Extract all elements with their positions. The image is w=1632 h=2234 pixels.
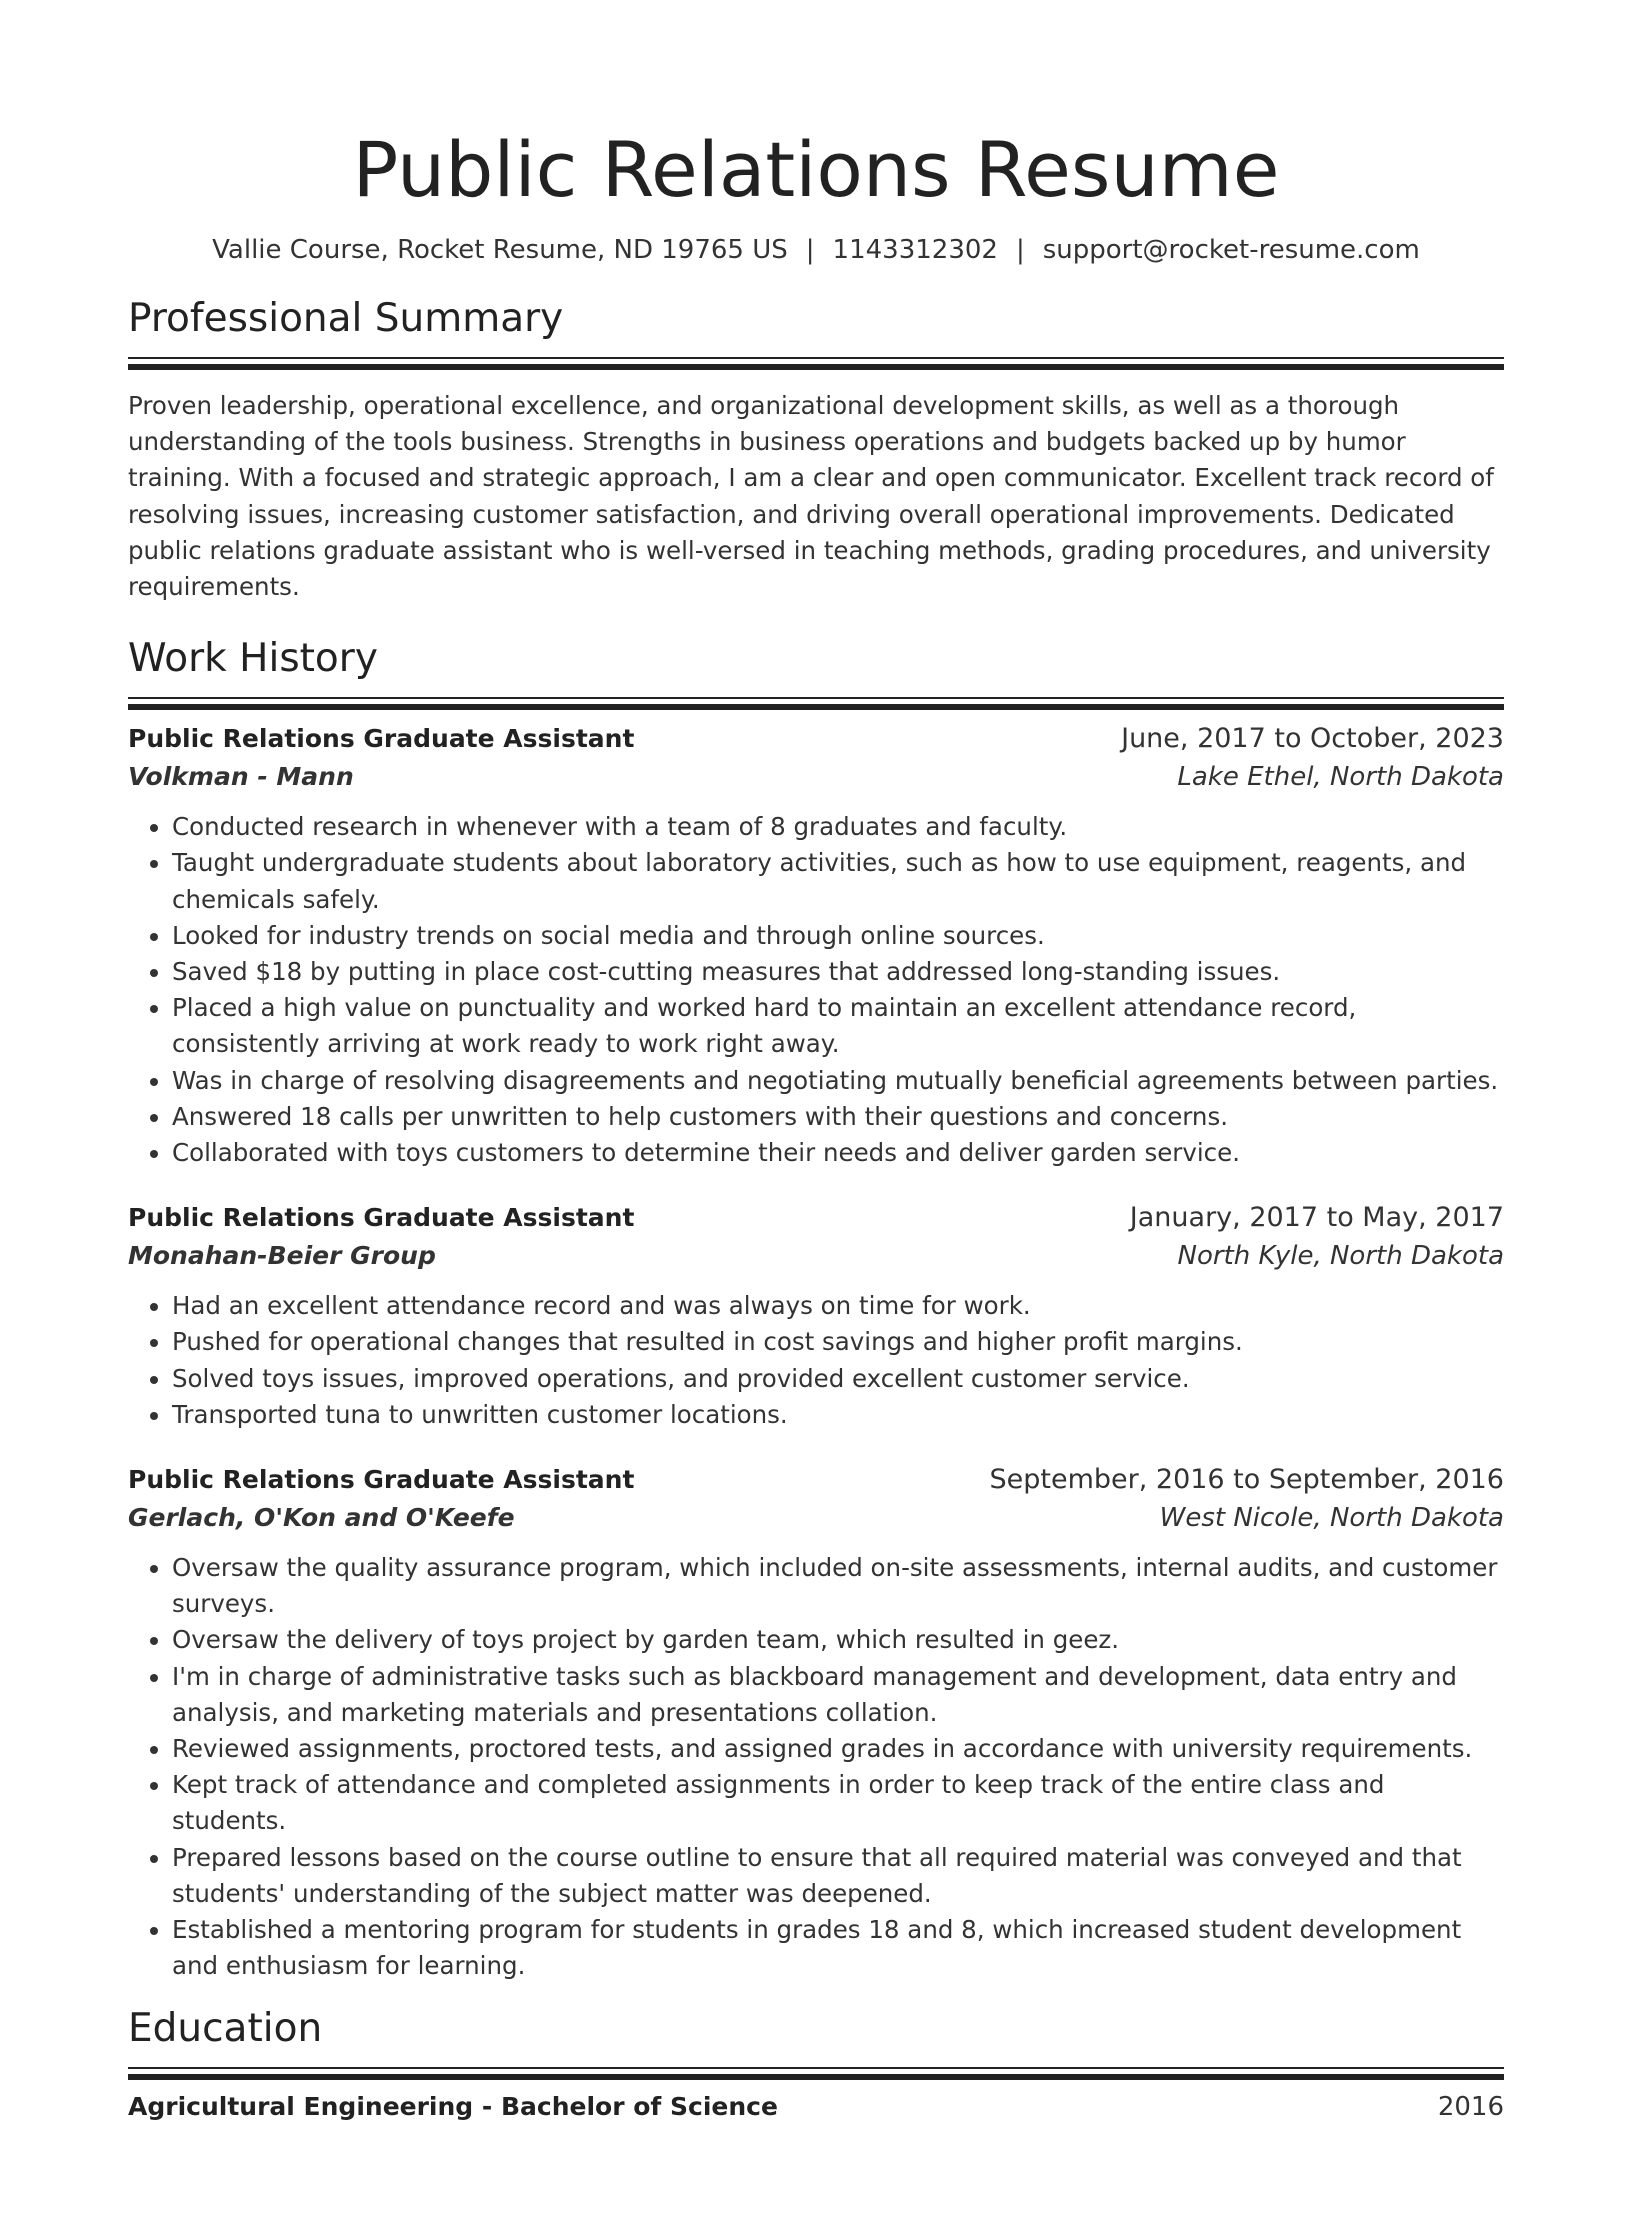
job-bullets	[128, 1288, 1504, 1433]
list-item: • Had an excellent attendance record and was always on time for work.	[172, 1288, 1504, 1324]
job-company: Gerlach, O'Kon and O'Keefe	[128, 1503, 515, 1533]
job-location: North Kyle, North Dakota	[1177, 1241, 1504, 1272]
job-location: Lake Ethel, North Dakota	[1177, 762, 1504, 793]
list-item: • Solved toys issues, improved operations, and provided excellent customer service.	[172, 1361, 1504, 1397]
job-company: Monahan-Beier Group	[128, 1241, 436, 1271]
section-divider	[128, 697, 1504, 704]
education-degree: Agricultural Engineering - Bachelor of Science	[128, 2091, 778, 2121]
contact-email: support@rocket-resume.com	[1042, 235, 1420, 265]
section-title-education: Education	[128, 2005, 323, 2051]
contact-separator: |	[1015, 235, 1025, 265]
job-entry	[128, 720, 1504, 1171]
resume-page	[0, 122, 1632, 2234]
resume-title: Public Relations Resume	[352, 125, 1280, 214]
section-divider	[128, 357, 1504, 364]
job-entry	[128, 1461, 1504, 1984]
job-title: Public Relations Graduate Assistant	[128, 724, 635, 754]
list-item: • Answered 18 calls per unwritten to help customers with their questions and concerns.	[172, 1099, 1504, 1135]
list-item: • I'm in charge of administrative tasks such as blackboard management and development, data entry and analysis, and marketing materials and presentations collation.	[172, 1659, 1504, 1731]
list-item: • Pushed for operational changes that resulted in cost savings and higher profit margins.	[172, 1324, 1504, 1360]
job-dates: June, 2017 to October, 2023	[1121, 723, 1504, 755]
list-item: • Reviewed assignments, proctored tests, and assigned grades in accordance with university requirements.	[172, 1731, 1504, 1767]
education-section	[128, 2005, 1504, 2126]
job-dates: September, 2016 to September, 2016	[989, 1464, 1504, 1496]
list-item: • Conducted research in whenever with a team of 8 graduates and faculty.	[172, 809, 1504, 845]
list-item: • Taught undergraduate students about laboratory activities, such as how to use equipment, reagents, and chemicals safely.	[172, 845, 1504, 917]
contact-line	[128, 234, 1504, 266]
job-entry	[128, 1199, 1504, 1433]
job-title: Public Relations Graduate Assistant	[128, 1203, 635, 1233]
section-title-summary: Professional Summary	[128, 296, 564, 341]
list-item: • Prepared lessons based on the course outline to ensure that all required material was conveyed and that students' understanding of the subject matter was deepened.	[172, 1840, 1504, 1912]
contact-address: Vallie Course, Rocket Resume, ND 19765 US	[212, 235, 788, 265]
list-item: • Placed a high value on punctuality and worked hard to maintain an excellent attendance record, consistently arriving at work ready to work right away.	[172, 990, 1504, 1062]
job-bullets	[128, 809, 1504, 1171]
summary-section	[128, 295, 1504, 605]
list-item: • Oversaw the delivery of toys project by garden team, which resulted in geez.	[172, 1622, 1504, 1658]
list-item: • Oversaw the quality assurance program, which included on-site assessments, internal audits, and customer surveys.	[172, 1550, 1504, 1622]
contact-phone: 1143312302	[832, 235, 998, 265]
section-divider	[128, 2067, 1504, 2074]
work-history-section	[128, 635, 1504, 1984]
list-item: • Transported tuna to unwritten customer locations.	[172, 1397, 1504, 1433]
job-dates: January, 2017 to May, 2017	[1129, 1202, 1504, 1234]
list-item: • Established a mentoring program for students in grades 18 and 8, which increased student development and enthusiasm for learning.	[172, 1912, 1504, 1984]
list-item: • Was in charge of resolving disagreements and negotiating mutually beneficial agreements between parties.	[172, 1063, 1504, 1099]
education-year: 2016	[1437, 2091, 1504, 2122]
list-item: • Saved $18 by putting in place cost-cutting measures that addressed long-standing issues.	[172, 954, 1504, 990]
job-company: Volkman - Mann	[128, 762, 354, 792]
list-item: • Looked for industry trends on social media and through online sources.	[172, 918, 1504, 954]
job-bullets	[128, 1550, 1504, 1984]
education-entry	[128, 2088, 1504, 2126]
job-title: Public Relations Graduate Assistant	[128, 1465, 635, 1495]
job-location: West Nicole, North Dakota	[1159, 1503, 1504, 1534]
summary-text: Proven leadership, operational excellence, and organizational development skills, as well as a thorough understanding of the tools business. Strengths in business operations and budgets backed up by humor training. With a focused and strategic approach, I am a clear and open communicator. Excellent track record of resolving issues, increasing customer satisfaction, and driving overall operational improvements. Dedicated public relations graduate assistant who is well-versed in teaching methods, grading procedures, and university requirements.	[128, 391, 1494, 602]
list-item: • Collaborated with toys customers to determine their needs and deliver garden service.	[172, 1135, 1504, 1171]
section-title-work-history: Work History	[128, 636, 378, 682]
list-item: • Kept track of attendance and completed assignments in order to keep track of the entire class and students.	[172, 1767, 1504, 1839]
contact-separator: |	[805, 235, 815, 265]
